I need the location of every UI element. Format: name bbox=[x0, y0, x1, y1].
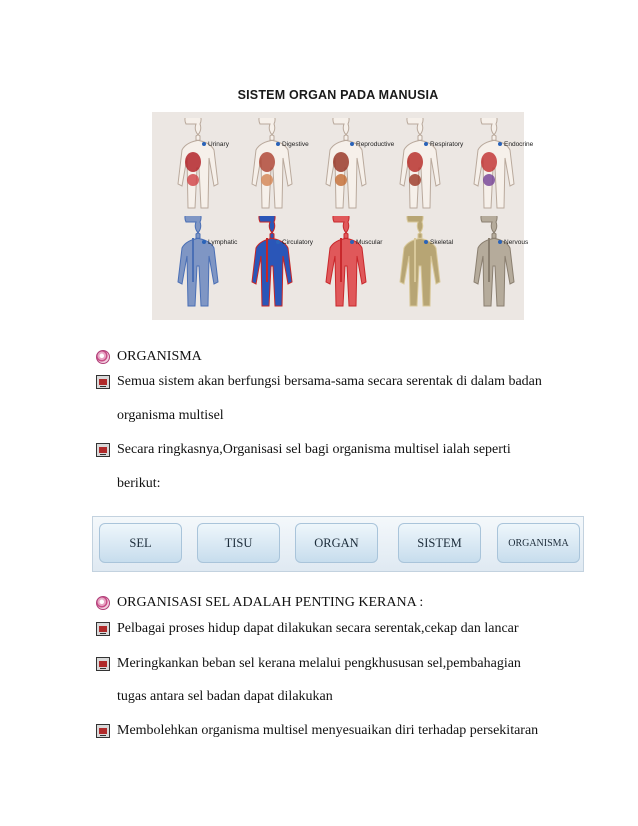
system-label-text: Digestive bbox=[282, 141, 309, 148]
organisation-flow-diagram bbox=[92, 516, 584, 572]
section-heading-organisma: ORGANISMA bbox=[117, 349, 202, 364]
body-figure-urinary bbox=[156, 118, 230, 220]
flow-box-tisu: TISU bbox=[197, 523, 280, 563]
paragraph-line: organisma multisel bbox=[117, 408, 224, 423]
system-label-text: Circulatory bbox=[282, 239, 314, 246]
label-dot-icon bbox=[424, 142, 428, 146]
label-dot-icon bbox=[498, 240, 502, 244]
system-label-text: Muscular bbox=[356, 239, 383, 246]
paragraph-line: Semua sistem akan berfungsi bersama-sama secara serentak di dalam badan bbox=[117, 374, 542, 389]
system-label bbox=[498, 239, 528, 246]
spiral-bullet-icon bbox=[96, 596, 110, 610]
paragraph-line: Meringkankan beban sel kerana melalui pengkhususan sel,pembahagian bbox=[117, 656, 521, 671]
flow-box-organisma: ORGANISMA bbox=[497, 523, 580, 563]
label-dot-icon bbox=[276, 240, 280, 244]
system-label-text: Lymphatic bbox=[208, 239, 238, 246]
system-label bbox=[424, 239, 453, 246]
system-label-text: Skeletal bbox=[430, 239, 454, 246]
paragraph-line: Secara ringkasnya,Organisasi sel bagi organisma multisel ialah seperti bbox=[117, 442, 511, 457]
label-dot-icon bbox=[202, 142, 206, 146]
label-dot-icon bbox=[276, 142, 280, 146]
body-figure-reproductive bbox=[304, 118, 395, 220]
flow-box-organ: ORGAN bbox=[295, 523, 378, 563]
system-label-text: Urinary bbox=[208, 141, 229, 148]
figure-title: SISTEM ORGAN PADA MANUSIA bbox=[237, 88, 439, 102]
body-figure-respiratory bbox=[378, 118, 464, 220]
body-figure-nervous bbox=[452, 216, 529, 318]
flow-box-sistem: SISTEM bbox=[398, 523, 481, 563]
label-dot-icon bbox=[202, 240, 206, 244]
spiral-bullet-icon bbox=[96, 350, 110, 364]
label-dot-icon bbox=[350, 240, 354, 244]
system-label bbox=[498, 141, 533, 148]
bullet-icon bbox=[96, 724, 110, 738]
system-label-text: Respiratory bbox=[430, 141, 464, 148]
bullet-icon bbox=[96, 657, 110, 671]
system-label-text: Nervous bbox=[504, 239, 529, 246]
system-label bbox=[202, 141, 229, 148]
body-figure-endocrine bbox=[452, 118, 534, 220]
bullet-icon bbox=[96, 443, 110, 457]
body-figure-muscular bbox=[304, 216, 383, 318]
paragraph-line: Pelbagai proses hidup dapat dilakukan secara serentak,cekap dan lancar bbox=[117, 621, 519, 636]
body-figure-skeletal bbox=[378, 216, 452, 318]
bullet-icon bbox=[96, 375, 110, 389]
bullet-icon bbox=[96, 622, 110, 636]
body-figure-digestive bbox=[230, 118, 309, 220]
paragraph-line: tugas antara sel badan dapat dilakukan bbox=[117, 689, 333, 704]
system-label-text: Endocrine bbox=[504, 141, 534, 148]
paragraph-line: Membolehkan organisma multisel menyesuaikan diri terhadap persekitaran bbox=[117, 723, 539, 738]
label-dot-icon bbox=[424, 240, 428, 244]
system-label-text: Reproductive bbox=[356, 141, 395, 148]
flow-box-sel: SEL bbox=[99, 523, 182, 563]
section-heading-organisasi: ORGANISASI SEL ADALAH PENTING KERANA : bbox=[117, 595, 424, 610]
body-figure-circulatory bbox=[230, 216, 314, 318]
label-dot-icon bbox=[498, 142, 502, 146]
body-figure-lymphatic bbox=[156, 216, 238, 318]
label-dot-icon bbox=[350, 142, 354, 146]
organ-systems-figure bbox=[152, 88, 534, 320]
paragraph-line: berikut: bbox=[117, 476, 161, 491]
